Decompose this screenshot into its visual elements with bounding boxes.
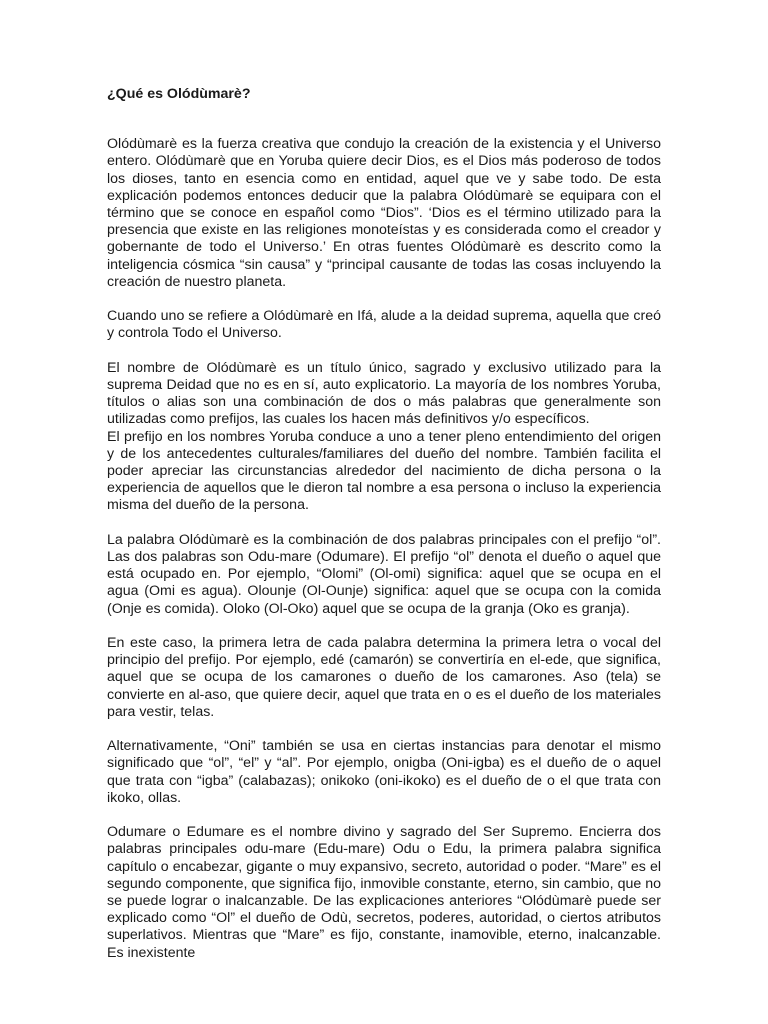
paragraph-ol-prefix: La palabra Olódùmarè es la combinación de dos palabras principales con el prefijo “ol”. Las dos palabras son Odu-mare (Odumare). El prefijo “ol” denota el dueño o aquel que está ocupado en. Por ejemplo, “Olomi” (Ol-omi) significa: aquel que se ocupa en el agua (Omi es agua). Olounje (Ol-Ounje) significa: aquel que se ocupa con la comida (Onje es comida). Oloko (Ol-Oko) aquel que se ocupa de la granja (Oko es granja).	[107, 531, 661, 617]
paragraph-ifa: Cuando uno se refiere a Olódùmarè en Ifá, alude a la deidad suprema, aquella que creó y controla Todo el Universo.	[107, 308, 661, 342]
paragraph-odumare: Odumare o Edumare es el nombre divino y sagrado del Ser Supremo. Encierra dos palabras principales odu-mare (Edu-mare) Odu o Edu, la primera palabra significa capítulo o encabezar, gigante o muy expansivo, secreto, autoridad o poder. “Mare” es el segundo componente, que significa fijo, inmovible constante, eterno, sin cambio, que no se puede lograr o inalcanzable. De las explicaciones anteriores “Olódùmarè puede ser explicado como “Ol” el dueño de Odù, secretos, poderes, autoridad, o ciertos atributos superlativos. Mientras que “Mare” es fijo, constante, inamovible, eterno, inalcanzable. Es inexistente	[107, 824, 661, 961]
document-page	[107, 86, 661, 962]
document-title: ¿Qué es Olódùmarè?	[107, 86, 251, 102]
paragraph-prefix: El prefijo en los nombres Yoruba conduce a uno a tener pleno entendimiento del origen y de los antecedentes culturales/familiares del dueño del nombre. También facilita el poder apreciar las circunstancias alrededor del nacimiento de dicha persona o la experiencia de aquellos que le dieron tal nombre a esa persona o incluso la experiencia misma del dueño de la persona.	[107, 428, 661, 514]
paragraph-oni: Alternativamente, “Oni” también se usa en ciertas instancias para denotar el mismo significado que “ol”, “el” y “al”. Por ejemplo, onigba (Oni-igba) es el dueño de o aquel que trata con “igba” (calabazas); onikoko (oni-ikoko) es el dueño de o el que trata con ikoko, ollas.	[107, 738, 661, 806]
paragraph-title-name: El nombre de Olódùmarè es un título único, sagrado y exclusivo utilizado para la suprema Deidad que no es en sí, auto explicatorio. La mayoría de los nombres Yoruba, títulos o alias son una combinación de dos o más palabras que generalmente son utilizadas como prefijos, las cuales los hacen más definitivos y/o específicos.	[107, 359, 661, 428]
paragraph-first-letter: En este caso, la primera letra de cada palabra determina la primera letra o vocal del principio del prefijo. Por ejemplo, edé (camarón) se convertiría en el-ede, que significa, aquel que se ocupa de los camarones o dueño de los camarones. Aso (tela) se convierte en al-aso, que quiere decir, aquel que trata en o es el dueño de los materiales para vestir, telas.	[107, 635, 661, 720]
paragraph-definition: Olódùmarè es la fuerza creativa que condujo la creación de la existencia y el Universo entero. Olódùmarè que en Yoruba quiere decir Dios, es el Dios más poderoso de todos los dioses, tanto en esencia como en entidad, aquel que ve y sabe todo. De esta explicación podemos entonces deducir que la palabra Olódùmarè se equipara con el término que se conoce en español como “Dios”. ‘Dios es el término utilizado para la presencia que existe en las religiones monoteístas y es considerada como el creador y gobernante de todo el Universo.’ En otras fuentes Olódùmarè es descrito como la inteligencia cósmica “sin causa” y “principal causante de todas las cosas incluyendo la creación de nuestro planeta.	[107, 136, 661, 290]
